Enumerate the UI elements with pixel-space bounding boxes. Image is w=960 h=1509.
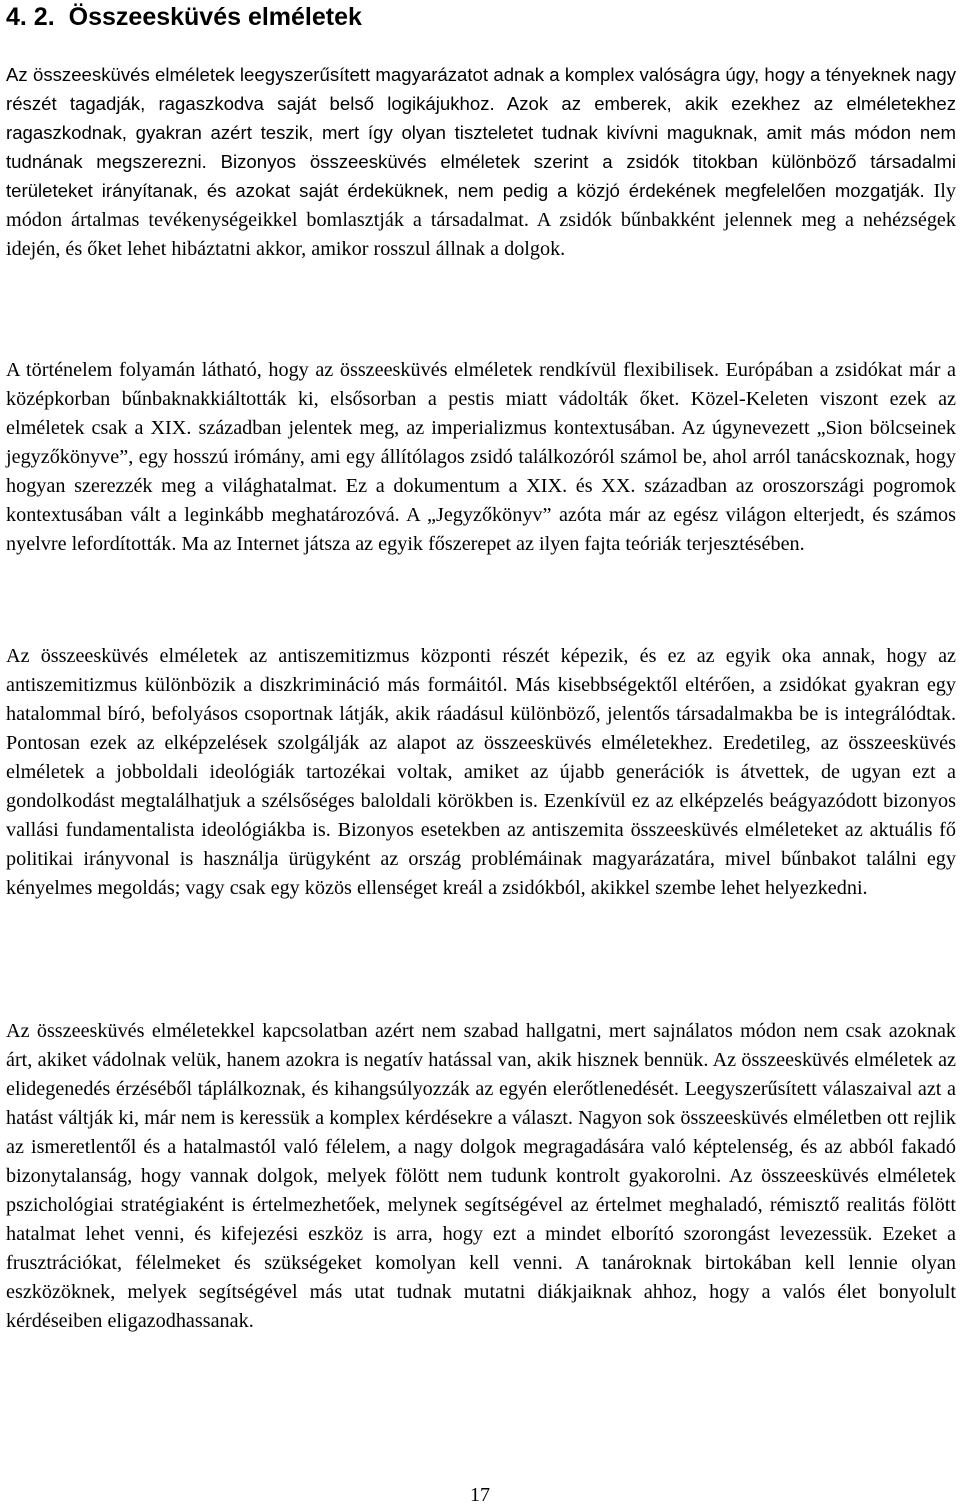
section-heading <box>6 0 362 34</box>
section-number: 4. 2. <box>6 3 55 31</box>
paragraph-antisemitism: Az összeesküvés elméletek az antiszemitizmus központi részét képezik, és ez az egyik oka annak, hogy az antiszemitizmus különbözik a diszkrimináció más formáitól. Más kisebbségektől eltérően, a zsidókat gyakran egy hatalommal bíró, befolyásos csoportnak látják, akik ráadásul különböző, jelentős társadalmakba be is integrálódtak. Pontosan ezek az elképzelések szolgálják az alapot az összeesküvés elméletekhez. Eredetileg, az összeesküvés elméletek a jobboldali ideológiák tartozékai voltak, amiket az újabb generációk is átvettek, de ugyan ezt a gondolkodást megtalálhatjuk a szélsőséges baloldali körökben is. Ezenkívül ez az elképzelés beágyazódott bizonyos vallási fundamentalista ideológiákba is. Bizonyos esetekben az antiszemita összeesküvés elméleteket az aktuális fő politikai irányvonal is használja ürügyként az ország problémáinak magyarázatára, mivel bűnbakot találni egy kényelmes megoldás; vagy csak egy közös ellenséget kreál a zsidókból, akikkel szembe lehet helyezkedni. <box>6 645 956 899</box>
paragraph-intro <box>6 60 956 264</box>
paragraph-intro-sans-text: Az összeesküvés elméletek leegyszerűsített magyarázatot adnak a komplex valóságra úgy, hogy a tényeknek nagy részét tagadják, ragaszkodva saját belső logikájukhoz. Azok az emberek, akik ezekhez az elméletekhez ragaszkodnak, gyakran azért teszik, mert így olyan tiszteletet tudnak kivívni maguknak, amit más módon nem tudnának megszerezni. Bizonyos összeesküvés elméletek szerint a zsidók titokban különböző társadalmi területeket irányítanak, és azokat saját érdeküknek, nem pedig a közjó érdekének megfelelően mozgatják. <box>6 64 956 201</box>
page-number: 17 <box>470 1484 490 1506</box>
paragraph-intro-serif-text: Ily módon ártalmas tevékenységeikkel bomlasztják a társadalmat. A zsidók bűnbakként jelennek meg a nehézségek idején, és őket lehet hibáztatni akkor, amikor rosszul állnak a dolgok. <box>6 180 956 260</box>
paragraph-history: A történelem folyamán látható, hogy az összeesküvés elméletek rendkívül flexibilisek. Európában a zsidókat már a középkorban bűnbaknakkiáltották ki, elsősorban a pestis miatt vádolták őket. Közel-Keleten viszont ezek az elméletek csak a XIX. században jelentek meg, az imperializmus kontextusában. Az úgynevezett „Sion bölcseinek jegyzőkönyve”, egy hosszú irómány, ami egy állítólagos zsidó találkozóról számol be, ahol arról tanácskoznak, hogy hogyan szerezzék meg a világhatalmat. Ez a dokumentum a XIX. és XX. században az oroszországi pogromok kontextusában vált a leginkább meghatározóvá. A „Jegyzőkönyv” azóta már az egész világon elterjedt, és számos nyelvre lefordították. Ma az Internet játsza az egyik főszerepet az ilyen fajta teóriák terjesztésében. <box>6 359 956 555</box>
paragraph-consequences: Az összeesküvés elméletekkel kapcsolatban azért nem szabad hallgatni, mert sajnálatos módon nem csak azoknak árt, akiket vádolnak velük, hanem azokra is negatív hatással van, akik hisznek bennük. Az összeesküvés elméletek az elidegenedés érzéséből táplálkoznak, és kihangsúlyozzák az egyén elerőtlenedését. Leegyszerűsített válaszaival azt a hatást váltják ki, már nem is keressük a komplex kérdésekre a választ. Nagyon sok összeesküvés elméletben ott rejlik az ismeretlentől és a hatalmastól való félelem, a nagy dolgok megragadására való képtelenség, és az abból fakadó bizonytalanság, hogy vannak dolgok, melyek fölött nem tudunk kontrolt gyakorolni. Az összeesküvés elméletek pszichológiai stratégiaként is értelmezhetőek, melynek segítségével az értelmet meghaladó, rémisztő realitás fölött hatalmat lehet venni, és kifejezési eszköz is arra, hogy ezt a mindet elborító szorongást levezessük. Ezeket a frusztrációkat, félelmeket és szükségeket komolyan kell venni. A tanároknak birtokában kell lennie olyan eszközöknek, melyek segítségével más utat tudnak mutatni diákjaiknak ahhoz, hogy a valós élet bonyolult kérdéseiben eligazodhassanak. <box>6 1020 956 1332</box>
section-title: Összeesküvés elméletek <box>68 3 362 31</box>
